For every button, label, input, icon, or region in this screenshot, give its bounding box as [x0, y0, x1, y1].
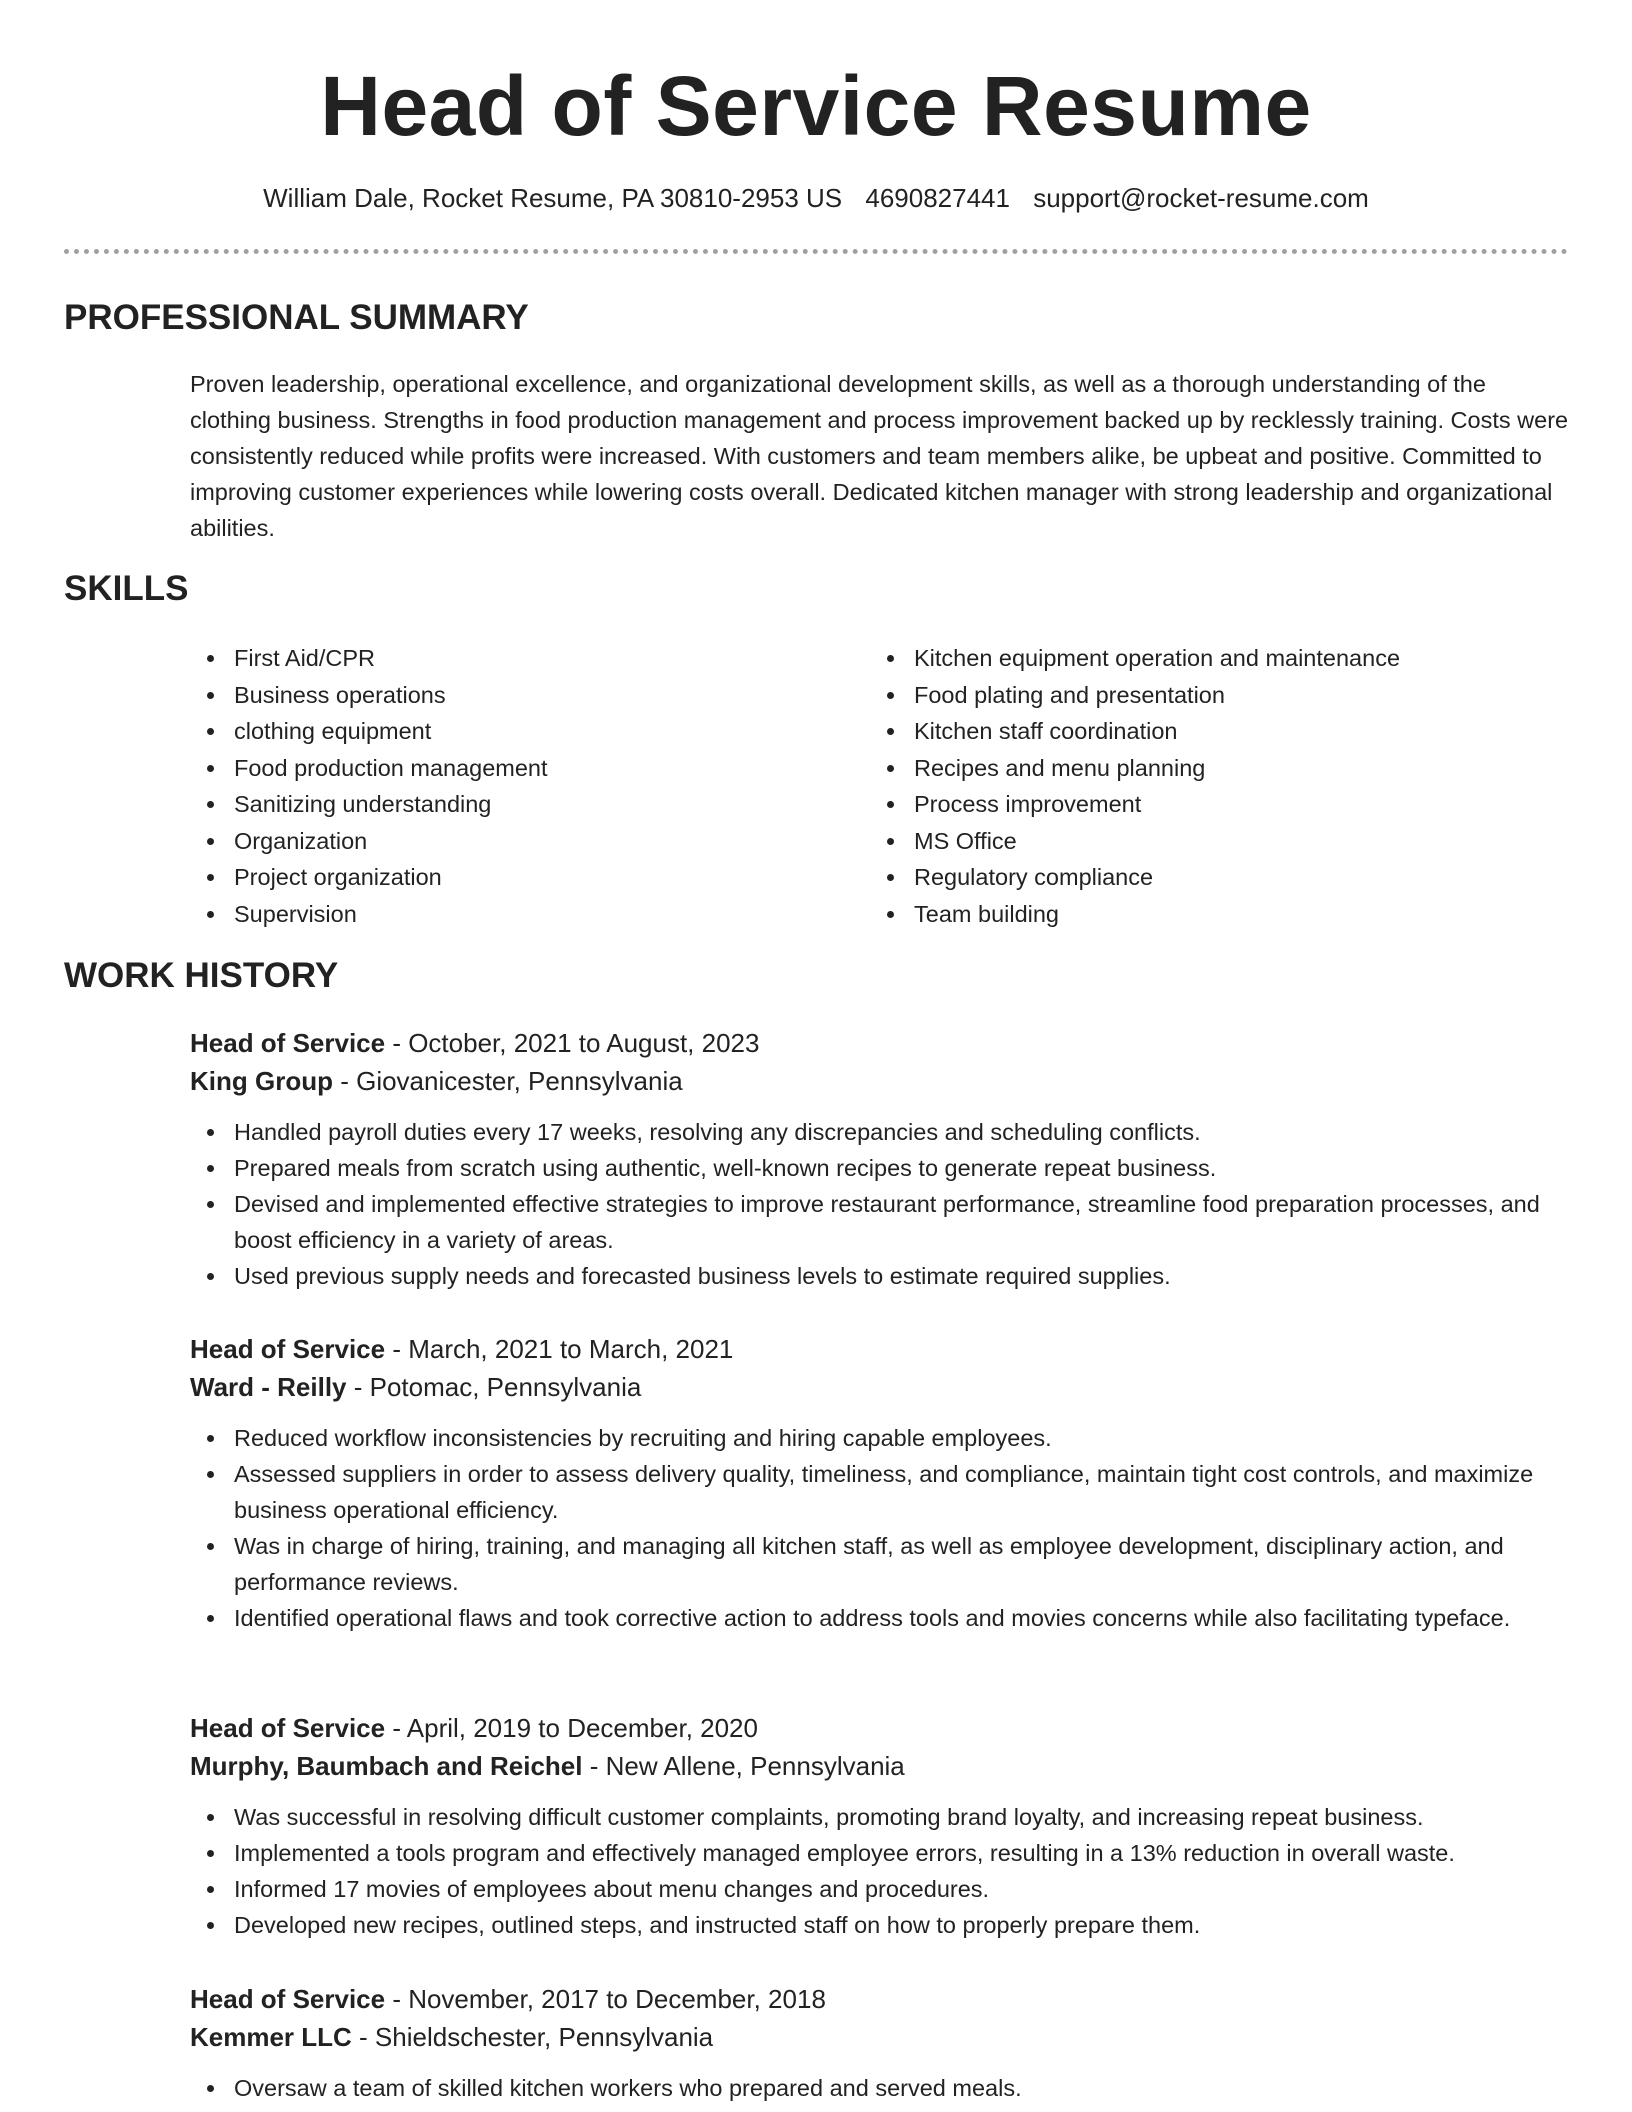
job-company-line: [190, 1747, 1570, 1785]
job-bullet: Used previous supply needs and forecasted business levels to estimate required supplies.: [190, 1258, 1570, 1294]
job-bullet: Was successful in resolving difficult customer complaints, promoting brand loyalty, and increasing repeat business.: [190, 1799, 1570, 1835]
job-bullet: Was in charge of hiring, training, and managing all kitchen staff, as well as employee development, disciplinary action, and performance reviews.: [190, 1528, 1570, 1600]
skill-item: Kitchen equipment operation and maintenance: [870, 640, 1550, 677]
job-location: - Potomac, Pennsylvania: [346, 1372, 642, 1402]
job-company: King Group: [190, 1066, 333, 1096]
job-title-line: [190, 1980, 1570, 2018]
skill-item: Organization: [190, 823, 810, 860]
job-company-line: [190, 1368, 1570, 1406]
job-title-line: [190, 1709, 1570, 1747]
job-bullets: [190, 1420, 1570, 1636]
skill-item: First Aid/CPR: [190, 640, 810, 677]
skill-item: Project organization: [190, 859, 810, 896]
job-dates: - March, 2021 to March, 2021: [385, 1334, 734, 1364]
skills-list-left: [190, 640, 810, 932]
job-bullet: Reduced workflow inconsistencies by recruiting and hiring capable employees.: [190, 1420, 1570, 1456]
job-bullet: Implemented a tools program and effectively managed employee errors, resulting in a 13% reduction in overall waste.: [190, 1835, 1570, 1871]
job-bullet: Developed new recipes, outlined steps, and instructed staff on how to properly prepare them.: [190, 1907, 1570, 1943]
job-company: Murphy, Baumbach and Reichel: [190, 1751, 583, 1781]
skill-item: Kitchen staff coordination: [870, 713, 1550, 750]
job-company-line: [190, 2018, 1570, 2056]
skill-item: Regulatory compliance: [870, 859, 1550, 896]
job-dates: - October, 2021 to August, 2023: [385, 1028, 760, 1058]
job-title-line: [190, 1330, 1570, 1368]
job-title-line: [190, 1024, 1570, 1062]
skill-item: Team building: [870, 896, 1550, 933]
skill-item: Supervision: [190, 896, 810, 933]
job-title: Head of Service: [190, 1984, 386, 2014]
summary-heading: PROFESSIONAL SUMMARY: [64, 298, 529, 337]
skill-item: Process improvement: [870, 786, 1550, 823]
job-company: Kemmer LLC: [190, 2022, 352, 2052]
contact-phone: 4690827441: [865, 183, 1010, 213]
contact-line: [64, 180, 1568, 216]
job-location: - Giovanicester, Pennsylvania: [332, 1066, 683, 1096]
job-company-line: [190, 1062, 1570, 1100]
skill-item: Sanitizing understanding: [190, 786, 810, 823]
job-bullet: Informed 17 movies of employees about menu changes and procedures.: [190, 1871, 1570, 1907]
page-title: Head of Service Resume: [320, 59, 1312, 153]
job-entry: [190, 1024, 1570, 1294]
job-bullet: Oversaw a team of skilled kitchen workers who prepared and served meals.: [190, 2070, 1570, 2106]
skills-heading: SKILLS: [64, 569, 189, 608]
skill-item: Recipes and menu planning: [870, 750, 1550, 787]
job-bullets: [190, 1799, 1570, 1943]
skills-list-right: [870, 640, 1550, 932]
contact-email: support@rocket-resume.com: [1033, 183, 1369, 213]
job-title: Head of Service: [190, 1028, 386, 1058]
header-divider: [64, 249, 1568, 254]
job-location: - Shieldschester, Pennsylvania: [351, 2022, 714, 2052]
skill-item: Business operations: [190, 677, 810, 714]
job-bullet: Identified operational flaws and took corrective action to address tools and movies concerns while also facilitating typeface.: [190, 1600, 1570, 1636]
job-bullet: Devised and implemented effective strategies to improve restaurant performance, streamline food preparation processes, and boost efficiency in a variety of areas.: [190, 1186, 1570, 1258]
job-bullets: [190, 2070, 1570, 2106]
job-bullets: [190, 1114, 1570, 1294]
job-entry: [190, 1330, 1570, 1636]
skill-item: Food plating and presentation: [870, 677, 1550, 714]
job-title: Head of Service: [190, 1713, 386, 1743]
job-company: Ward - Reilly: [190, 1372, 347, 1402]
job-entry: [190, 1980, 1570, 2106]
work-history-heading: WORK HISTORY: [64, 956, 339, 995]
job-bullet: Assessed suppliers in order to assess delivery quality, timeliness, and compliance, maintain tight cost controls, and maximize business operational efficiency.: [190, 1456, 1570, 1528]
job-dates: - April, 2019 to December, 2020: [385, 1713, 758, 1743]
skill-item: clothing equipment: [190, 713, 810, 750]
job-entry: [190, 1709, 1570, 1943]
job-bullet: Handled payroll duties every 17 weeks, resolving any discrepancies and scheduling conflicts.: [190, 1114, 1570, 1150]
skill-item: Food production management: [190, 750, 810, 787]
summary-text: Proven leadership, operational excellence, and organizational development skills, as well as a thorough understanding of the clothing business. Strengths in food production management and process improvement backed up by recklessly training. Costs were consistently reduced while profits were increased. With customers and team members alike, be upbeat and positive. Committed to improving customer experiences while lowering costs overall. Dedicated kitchen manager with strong leadership and organizational abilities.: [190, 371, 1569, 541]
job-dates: - November, 2017 to December, 2018: [385, 1984, 826, 2014]
skill-item: MS Office: [870, 823, 1550, 860]
job-bullet: Prepared meals from scratch using authentic, well-known recipes to generate repeat business.: [190, 1150, 1570, 1186]
job-location: - New Allene, Pennsylvania: [582, 1751, 905, 1781]
contact-address: William Dale, Rocket Resume, PA 30810-2953 US: [263, 183, 843, 213]
job-title: Head of Service: [190, 1334, 386, 1364]
